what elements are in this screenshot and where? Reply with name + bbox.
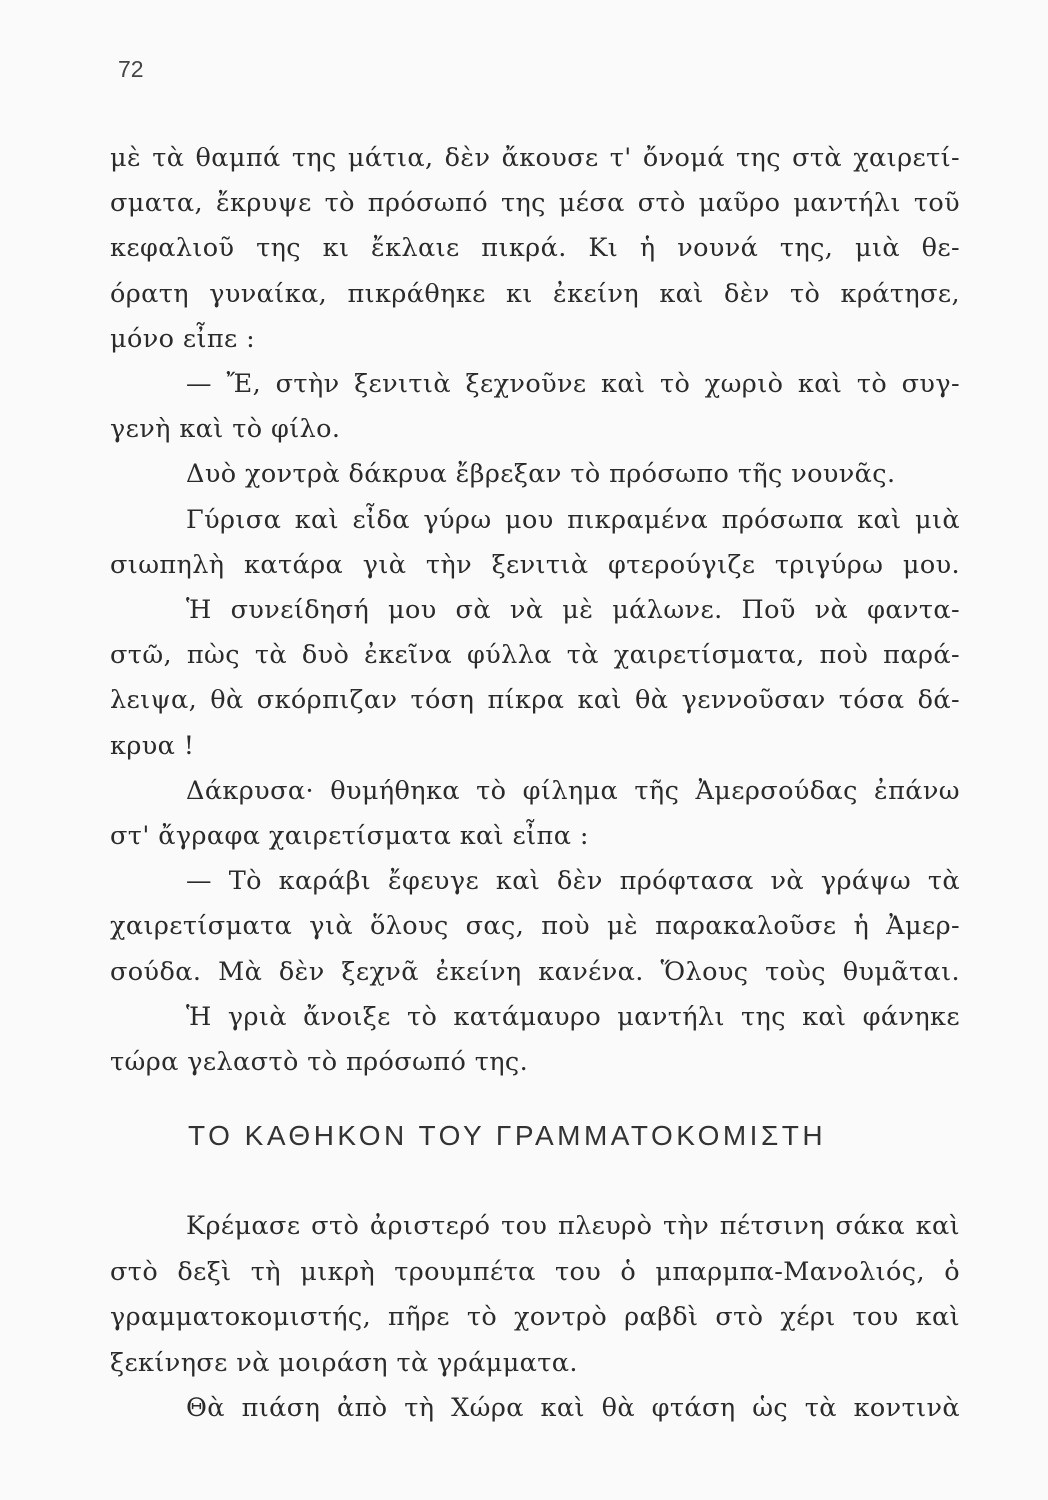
text-line: Γύρισα καὶ εἶδα γύρω μου πικραμένα πρόσωπα καὶ μιὰ: [186, 504, 960, 535]
text-line: μόνο εἶπε :: [110, 323, 256, 354]
text-line: λειψα, θὰ σκόρπιζαν τόση πίκρα καὶ θὰ γεννοῦσαν τόσα δά-: [110, 685, 960, 716]
text-line: χαιρετίσματα γιὰ ὅλους σας, ποὺ μὲ παρακαλοῦσε ἡ Ἀμερ-: [110, 911, 960, 942]
text-line: μὲ τὰ θαμπά της μάτια, δὲν ἄκουσε τ' ὄνομά της στὰ χαιρετί-: [110, 143, 960, 173]
page-number: 72: [118, 56, 144, 82]
text-line: γενὴ καὶ τὸ φίλο.: [110, 414, 341, 445]
text-line: Θὰ πιάση ἀπὸ τὴ Χώρα καὶ θὰ φτάση ὡς τὰ κοντινὰ: [186, 1393, 960, 1423]
text-line: όρατη γυναίκα, πικράθηκε κι ἐκείνη καὶ δὲν τὸ κράτησε,: [110, 278, 960, 309]
text-line: στῶ, πὼς τὰ δυὸ ἐκεῖνα φύλλα τὰ χαιρετίσματα, ποὺ παρά-: [110, 640, 960, 671]
text-line: στ' ἄγραφα χαιρετίσματα καὶ εἶπα :: [110, 821, 589, 851]
text-line: κρυα !: [110, 730, 195, 761]
text-line: — Ἔ, στὴν ξενιτιὰ ξεχνοῦνε καὶ τὸ χωριὸ καὶ τὸ συγ-: [186, 369, 960, 399]
text-line: κεφαλιοῦ της κι ἔκλαιε πικρά. Κι ἡ νουνά της, μιὰ θε-: [110, 233, 960, 264]
text-line: σούδα. Μὰ δὲν ξεχνᾶ ἐκείνη κανένα. Ὅλους τοὺς θυμᾶται.: [110, 956, 960, 987]
text-line: γραμματοκομιστής, πῆρε τὸ χοντρὸ ραβδὶ στὸ χέρι του καὶ: [110, 1302, 960, 1332]
text-line: τώρα γελαστὸ τὸ πρόσωπό της.: [110, 1047, 529, 1077]
text-line: στὸ δεξὶ τὴ μικρὴ τρουμπέτα του ὁ μπαρμπα-Μανολιός, ὁ: [110, 1256, 960, 1287]
text-line: Δυὸ χοντρὰ δάκρυα ἔβρεξαν τὸ πρόσωπο τῆς νουνᾶς.: [186, 459, 896, 490]
section-heading: ΤΟ ΚΑΘΗΚΟΝ ΤΟΥ ΓΡΑΜΜΑΤΟΚΟΜΙΣΤΗ: [188, 1120, 827, 1151]
text-line: Κρέμασε στὸ ἀριστερό του πλευρὸ τὴν πέτσινη σάκα καὶ: [186, 1211, 960, 1241]
text-line: ξεκίνησε νὰ μοιράση τὰ γράμματα.: [110, 1347, 578, 1378]
text-line: σιωπηλὴ κατάρα γιὰ τὴν ξενιτιὰ φτερούγιζε τριγύρω μου.: [110, 549, 960, 580]
text-line: Ἡ συνείδησή μου σὰ νὰ μὲ μάλωνε. Ποῦ νὰ φαντα-: [186, 595, 960, 625]
text-line: Ἡ γριὰ ἄνοιξε τὸ κατάμαυρο μαντήλι της καὶ φάνηκε: [186, 1001, 960, 1032]
text-line: Δάκρυσα· θυμήθηκα τὸ φίλημα τῆς Ἀμερσούδας ἐπάνω: [186, 775, 960, 806]
text-line: σματα, ἔκρυψε τὸ πρόσωπό της μέσα στὸ μαῦρο μαντήλι τοῦ: [110, 188, 960, 219]
text-line: — Τὸ καράβι ἔφευγε καὶ δὲν πρόφτασα νὰ γράψω τὰ: [186, 866, 960, 897]
